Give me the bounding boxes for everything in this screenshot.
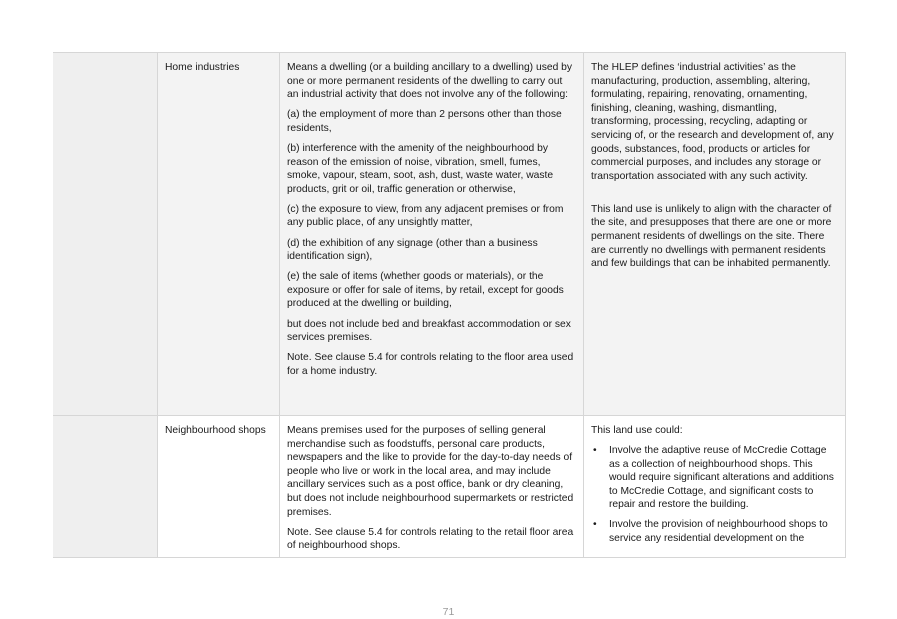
definition-paragraph: (b) interference with the amenity of the neighbourhood by reason of the emission of noise, vibration, smell, fumes, smoke, vapour, steam, soot, ash, dust, waste water, waste products, grit or oil, traffic generation or otherwise,: [287, 142, 554, 195]
comment-paragraph: The HLEP defines ‘industrial activities’ as the manufacturing, production, assembling, altering, formulating, repairing, renovating, ornamenting, finishing, cleaning, washing, dismantling, transforming, processing, recycling, adapting or servicing of, or the research and development of, any goods, substances, food, products or articles for commercial purposes, and includes any storage or transportation associated with any such activity.: [591, 62, 834, 182]
table-cell-blank: [53, 416, 157, 558]
land-use-table: [53, 52, 846, 558]
bullet-icon: •: [593, 519, 597, 531]
definition-cell: [279, 416, 583, 558]
comment-cell: [583, 53, 846, 415]
list-item-text: Involve the adaptive reuse of McCredie Cottage as a collection of neighbourhood shops. This would require significant alterations and additions to McCredie Cottage, and significant costs to repair and restore the building.: [609, 445, 834, 511]
table-cell-blank: [53, 53, 157, 415]
list-item: [591, 518, 838, 545]
comment-intro: This land use could:: [591, 425, 683, 436]
land-use-name-cell: [157, 53, 279, 415]
definition-paragraph: (c) the exposure to view, from any adjacent premises or from any public place, of any unsightly matter,: [287, 203, 564, 229]
list-item-text: Involve the provision of neighbourhood shops to service any residential development on the: [609, 519, 828, 544]
land-use-name-cell: [157, 416, 279, 558]
definition-paragraph: but does not include bed and breakfast accommodation or sex services premises.: [287, 318, 571, 344]
page-number: 71: [442, 606, 455, 618]
definition-paragraph: Note. See clause 5.4 for controls relating to the floor area used for a home industry.: [287, 352, 574, 377]
comment-paragraph: This land use is unlikely to align with the character of the site, and presupposes that there are one or more permanent residents of dwellings on the site. There are currently no dwellings with permanent residents and few buildings that can be inhabited permanently.: [591, 203, 832, 270]
table-row: [53, 53, 846, 415]
table-row: [53, 415, 846, 558]
list-item: [591, 444, 838, 512]
comment-cell: [583, 416, 846, 558]
definition-paragraph: Means a dwelling (or a building ancillary to a dwelling) used by one or more permanent residents of the dwelling to carry out an industrial activity that does not involve any of the following:: [287, 62, 573, 101]
definition-paragraph: Note. See clause 5.4 for controls relating to the retail floor area of neighbourhood shops.: [287, 526, 574, 552]
definition-paragraph: (e) the sale of items (whether goods or materials), or the exposure or offer for sale of items, by retail, except for goods produced at the dwelling or building,: [287, 271, 564, 310]
bullet-icon: •: [593, 445, 597, 457]
definition-paragraph: (a) the employment of more than 2 persons other than those residents,: [287, 109, 562, 134]
definition-paragraph: (d) the exhibition of any signage (other than a business identification sign),: [287, 237, 538, 263]
land-use-name: Neighbourhood shops: [165, 425, 266, 436]
land-use-name: Home industries: [165, 62, 240, 73]
comment-bullet-list: [591, 444, 838, 545]
definition-paragraph: Means premises used for the purposes of selling general merchandise such as foodstuffs, personal care products, newspapers and the like to provide for the day-to-day needs of people who live or work in the local area, and may include ancillary services such as a post office, bank or dry cleaning, but does not include neighbourhood supermarkets or restricted premises.: [287, 425, 574, 518]
definition-cell: [279, 53, 583, 415]
